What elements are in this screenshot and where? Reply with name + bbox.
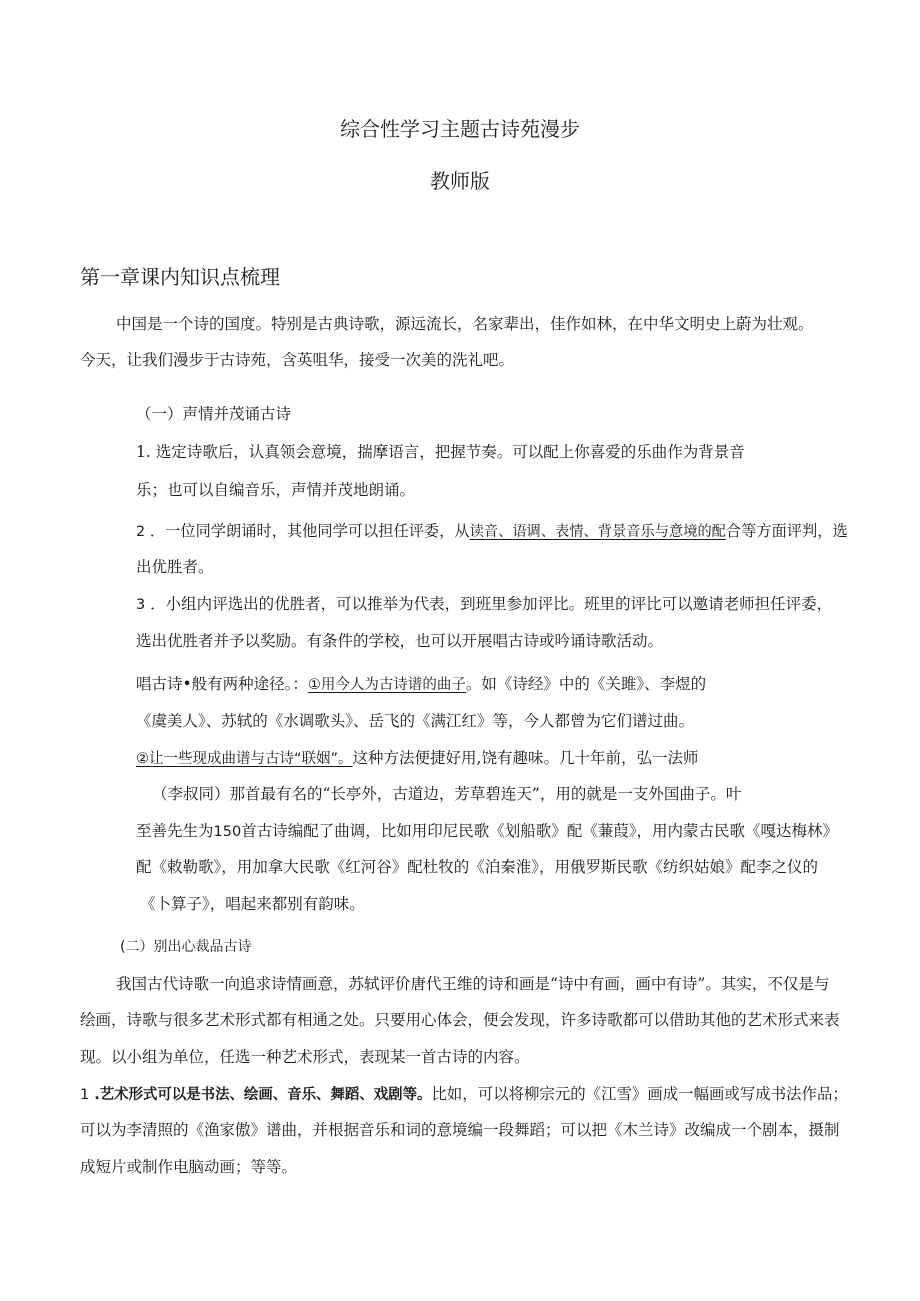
sing-line-7: 《卜算子》，唱起来都别有韵味。 bbox=[140, 895, 365, 913]
sing-line-6: 配《敕勒歌》，用加拿大民歌《红河谷》配杜牧的《泊秦淮》，用俄罗斯民歌《纺织姑娘》配李之仪的 bbox=[136, 858, 819, 876]
chapter-heading: 第一章课内知识点梳理 bbox=[80, 265, 280, 289]
item1-line-1: 1. 选定诗歌后，认真领会意境，揣摩语言，把握节奏。可以配上你喜爱的乐曲作为背景音 bbox=[136, 443, 745, 461]
intro-line-1: 中国是一个诗的国度。特别是古典诗歌，源远流长，名家辈出，佳作如林，在中华文明史上蔚为壮观。 bbox=[116, 315, 814, 333]
document-subtitle: 教师版 bbox=[430, 169, 490, 193]
item3-line-1 bbox=[136, 594, 832, 615]
section2-item1-number: 1 bbox=[80, 1087, 90, 1103]
item2-underlined: 读音、语调、表情、背景音乐与意境的配 bbox=[469, 524, 726, 540]
item3-text: ．小组内评选出的优胜者，可以推举为代表，到班里参加评比。班里的评比可以邀请老师担任评委， bbox=[145, 595, 833, 613]
item2-pre: ．一位同学朗诵时，其他同学可以担任评委，从 bbox=[145, 522, 470, 540]
section2-item1-post: 比如，可以将柳宗元的《江雪》画成一幅画或写成书法作品； bbox=[431, 1085, 848, 1103]
section2-item1-line-1 bbox=[80, 1084, 848, 1105]
item1-line-2: 乐；也可以自编音乐，声情并茂地朗诵。 bbox=[136, 481, 416, 499]
sing-line5-number: 150 bbox=[213, 824, 242, 840]
item3-line-2: 选出优胜者并予以奖励。有条件的学校，也可以开展唱古诗或吟诵诗歌活动。 bbox=[136, 632, 664, 650]
sing-line-1 bbox=[136, 674, 706, 695]
sing-line3-post: 这种方法便捷好用,饶有趣味。几十年前，弘一法师 bbox=[352, 749, 699, 767]
item2-post: 合等方面评判，选 bbox=[725, 522, 848, 540]
sing-line1-post: 。如《诗经》中的《关雎》、李煜的 bbox=[465, 675, 707, 693]
sing-line-3 bbox=[136, 748, 698, 769]
section2-item1-line-3: 成短片或制作电脑动画；等等。 bbox=[80, 1158, 298, 1176]
section2-para-line-3: 现。以小组为单位，任选一种艺术形式，表现某一首古诗的内容。 bbox=[80, 1048, 530, 1066]
item2-number: 2 bbox=[136, 524, 146, 540]
section2-heading: (二）别出心裁品古诗 bbox=[120, 939, 252, 955]
item2-line-2: 出优胜者。 bbox=[136, 558, 214, 576]
section2-para-line-1: 我国古代诗歌一向追求诗情画意，苏轼评价唐代王维的诗和画是“诗中有画，画中有诗”。其实，不仅是与 bbox=[116, 975, 830, 993]
item3-number: 3 bbox=[136, 597, 146, 613]
document-title: 综合性学习主题古诗苑漫步 bbox=[340, 117, 580, 141]
sing-pre: 唱古诗•般有两种途径。： bbox=[136, 675, 308, 693]
sing-way-1: ①用今人为古诗谱的曲子 bbox=[307, 677, 466, 693]
section2-item1-bold: .艺术形式可以是书法、绘画、音乐、舞蹈、戏剧等。 bbox=[89, 1087, 432, 1103]
sing-line5-pre: 至善先生为 bbox=[136, 822, 214, 840]
section2-item1-line-2: 可以为李清照的《渔家傲》谱曲，并根据音乐和词的意境编一段舞蹈；可以把《木兰诗》改编成一个剧本，摄制 bbox=[80, 1121, 840, 1139]
sing-way-2: ②让一些现成曲谱与古诗“联姻”。 bbox=[136, 751, 353, 767]
sing-line-2: 《虞美人》、苏轼的《水调歌头》、岳飞的《满江红》等，今人都曾为它们谱过曲。 bbox=[136, 712, 695, 730]
item2-line-1 bbox=[136, 521, 848, 542]
intro-line-2: 今天，让我们漫步于古诗苑，含英咀华，接受一次美的洗礼吧。 bbox=[80, 351, 515, 369]
sing-line-5 bbox=[136, 821, 838, 842]
section1-heading: （一）声情并茂诵古诗 bbox=[136, 405, 292, 423]
section2-para-line-2: 绘画，诗歌与很多艺术形式都有相通之处。只要用心体会，便会发现，许多诗歌都可以借助其他的艺术形式来表 bbox=[80, 1011, 840, 1029]
sing-line5-post: 首古诗编配了曲调，比如用印尼民歌《划船歌》配《蒹葭》，用内蒙古民歌《嘎达梅林》 bbox=[241, 822, 838, 840]
sing-line-4: （李叔同）那首最有名的“长亭外，古道边，芳草碧连天”，用的就是一支外国曲子。叶 bbox=[152, 785, 742, 803]
